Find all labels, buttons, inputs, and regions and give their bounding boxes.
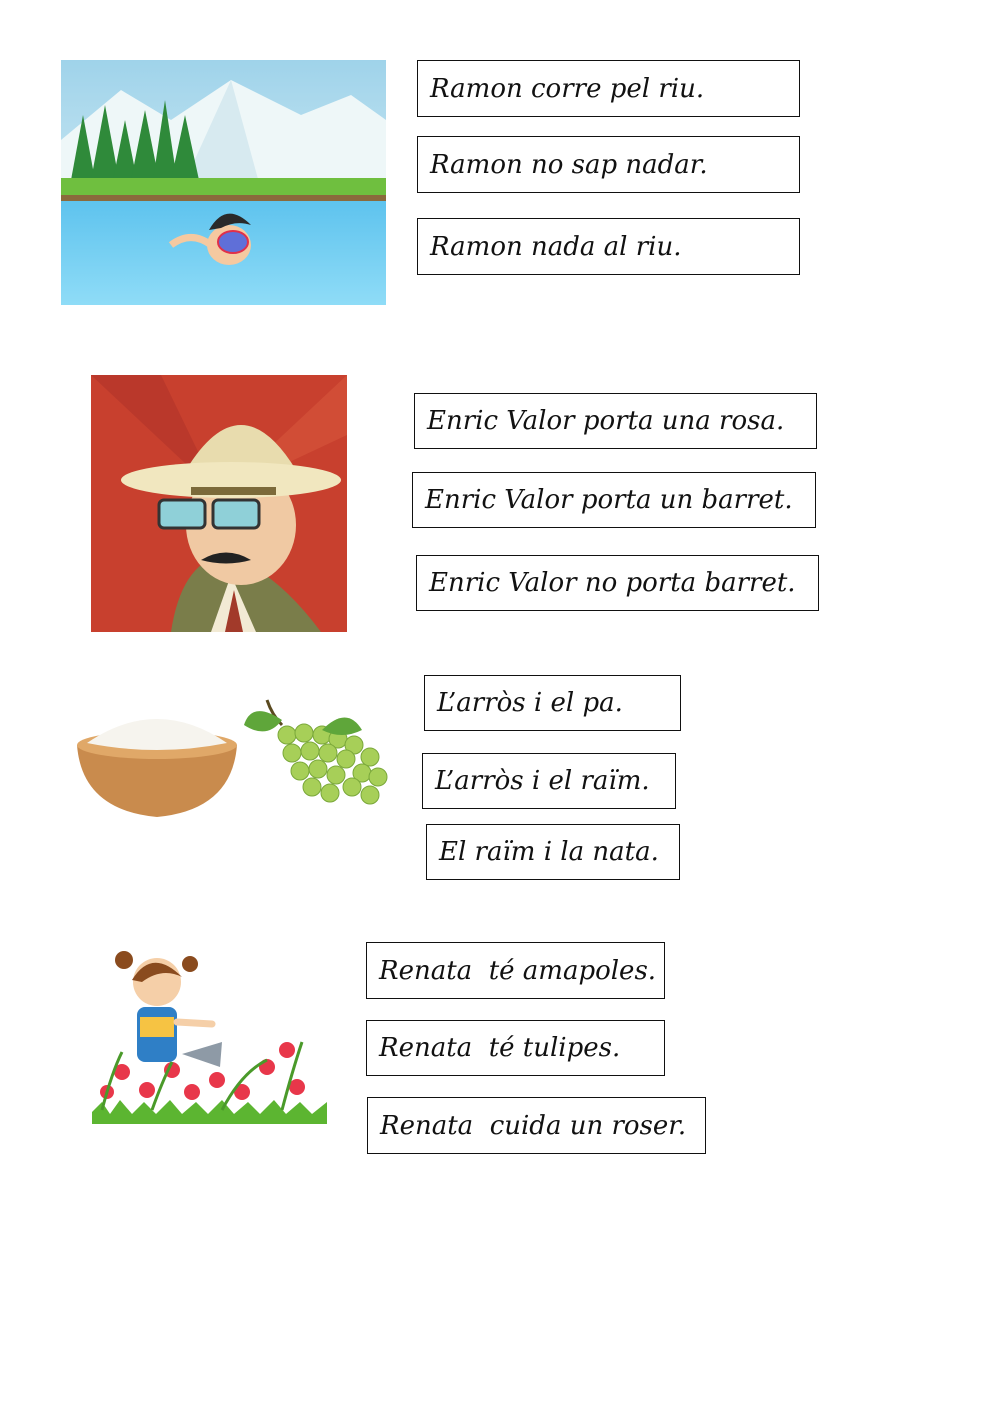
option-1b[interactable] bbox=[417, 136, 800, 193]
man-with-hat-image bbox=[91, 375, 347, 632]
option-1a[interactable] bbox=[417, 60, 800, 117]
option-4a[interactable] bbox=[366, 942, 665, 999]
option-2c[interactable] bbox=[416, 555, 819, 611]
option-1c[interactable] bbox=[417, 218, 800, 275]
option-text: Ramon nada al riu. bbox=[430, 231, 682, 262]
girl-watering-roses-image bbox=[92, 942, 327, 1124]
option-2b[interactable] bbox=[412, 472, 816, 528]
option-4b[interactable] bbox=[366, 1020, 665, 1076]
option-text: Renata té amapoles. bbox=[379, 955, 657, 986]
option-text: L’arròs i el raïm. bbox=[435, 766, 650, 796]
option-3b[interactable] bbox=[422, 753, 676, 809]
option-2a[interactable] bbox=[414, 393, 817, 449]
rice-and-grapes-image bbox=[72, 695, 392, 825]
option-text: Ramon no sap nadar. bbox=[430, 149, 708, 180]
option-3a[interactable] bbox=[424, 675, 681, 731]
option-4c[interactable] bbox=[367, 1097, 706, 1154]
option-text: Enric Valor porta un barret. bbox=[425, 485, 793, 515]
option-text: Renata cuida un roser. bbox=[380, 1110, 687, 1141]
option-text: Enric Valor no porta barret. bbox=[429, 568, 796, 598]
option-text: L’arròs i el pa. bbox=[437, 688, 623, 718]
option-text: Enric Valor porta una rosa. bbox=[427, 406, 785, 436]
option-text: El raïm i la nata. bbox=[439, 837, 659, 867]
boy-swimming-image bbox=[61, 60, 386, 305]
option-3c[interactable] bbox=[426, 824, 680, 880]
option-text: Renata té tulipes. bbox=[379, 1033, 621, 1063]
option-text: Ramon corre pel riu. bbox=[430, 73, 705, 104]
